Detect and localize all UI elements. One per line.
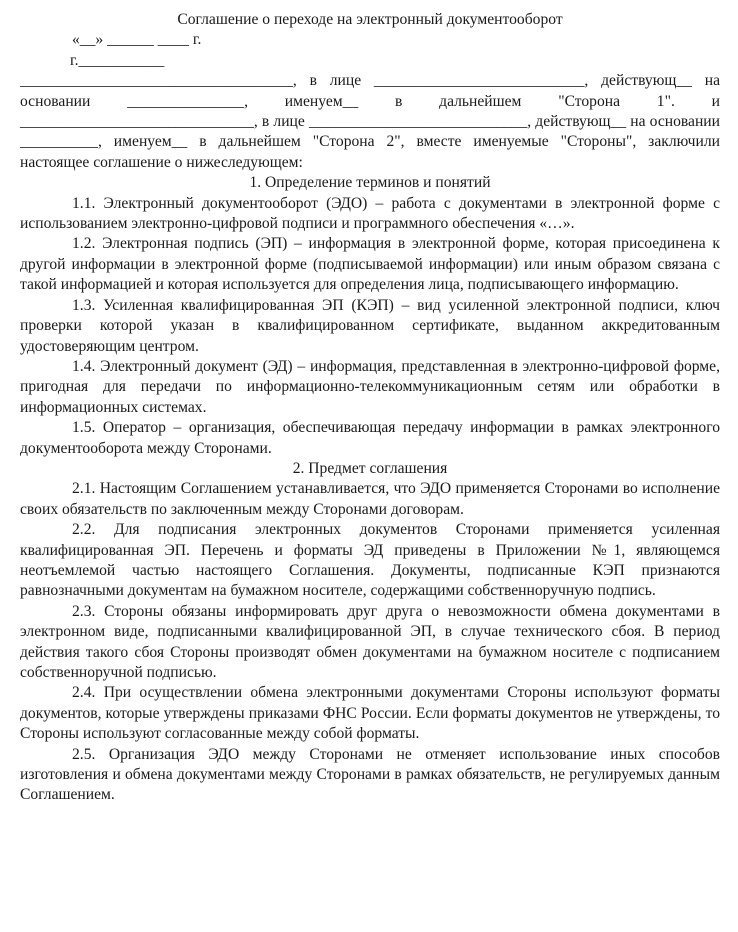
clause-1-5: 1.5. Оператор – организация, обеспечивающая передачу информации в рамках электронного документооборота между Сторонами. <box>20 419 720 457</box>
clause-1-2: 1.2. Электронная подпись (ЭП) – информация в электронной форме, которая присоединена к другой информации в электронной форме (подписываемой информации) или иным образом связана с такой информацией и которая используется для определения лица, подписывающего информацию. <box>20 235 720 294</box>
clause-1-3: 1.3. Усиленная квалифицированная ЭП (КЭП) – вид усиленной электронной подписи, ключ проверки которой указан в квалифицированном сертификате, выданном аккредитованным удостоверяющим центром. <box>20 296 720 355</box>
agreement-document <box>20 10 720 806</box>
clause-2-2: 2.2. Для подписания электронных документов Сторонами применяется усиленная квалифицированная ЭП. Перечень и форматы ЭД приведены в Приложении №1, являющемся неотъемлемой частью настоящего Соглашения. Документы, подписанные КЭП признаются равнозначными документам на бумажном носителе, содержащими собственноручную подпись. <box>20 521 720 600</box>
section-definitions <box>20 173 720 459</box>
clause-2-5: 2.5. Организация ЭДО между Сторонами не отменяет использование иных способов изготовления и обмена документами между Сторонами в рамках обязательств, не регулируемых данным Соглашением. <box>20 745 720 804</box>
clause-1-1: 1.1. Электронный документооборот (ЭДО) – работа с документами в электронной форме с использованием электронно-цифровой подписи и программного обеспечения «…». <box>20 194 720 233</box>
document-title: Соглашение о переходе на электронный документооборот <box>177 11 563 28</box>
clause-2-4: 2.4. При осуществлении обмена электронными документами Стороны используют форматы документов, которые утверждены приказами ФНС России. Если форматы документов не утверждены, то Стороны используют согласованные между собой форматы. <box>20 684 720 743</box>
section-subject <box>20 459 720 806</box>
date-line: «__» ______ ____ г. <box>72 31 202 49</box>
section-heading: 1. Определение терминов и понятий <box>249 174 491 192</box>
clause-2-1: 2.1. Настоящим Соглашением устанавливается, что ЭДО применяется Сторонами во исполнение своих обязательств по заключенным между Сторонами договорам. <box>20 480 720 518</box>
parties-paragraph: ___________________________________, в лице ___________________________, действующ__ на основании _______________, именуем__ в дальнейшем "Сторона 1". и ______________________________, в лице ____________________________, действующ__ на основании __________, именуем__ в дальнейшем "Сторона 2", вместе именуемые "Стороны", заключили настоящее соглашение о нижеследующем: <box>20 72 720 171</box>
clause-1-4: 1.4. Электронный документ (ЭД) – информация, представленная в электронно-цифровой форме, пригодная для передачи по информационно-телекоммуникационным сетям или обработки в информационных системах. <box>20 357 720 416</box>
section-heading: 2. Предмет соглашения <box>292 459 448 477</box>
city-line: г.___________ <box>70 51 165 69</box>
clause-2-3: 2.3. Стороны обязаны информировать друг друга о невозможности обмена документами в электронном виде, подписанными квалифицированной ЭП, в случае технического сбоя. В период действия такого сбоя Стороны производят обмен документами на бумажном носителе с подписанием собственноручной подписью. <box>20 602 720 681</box>
